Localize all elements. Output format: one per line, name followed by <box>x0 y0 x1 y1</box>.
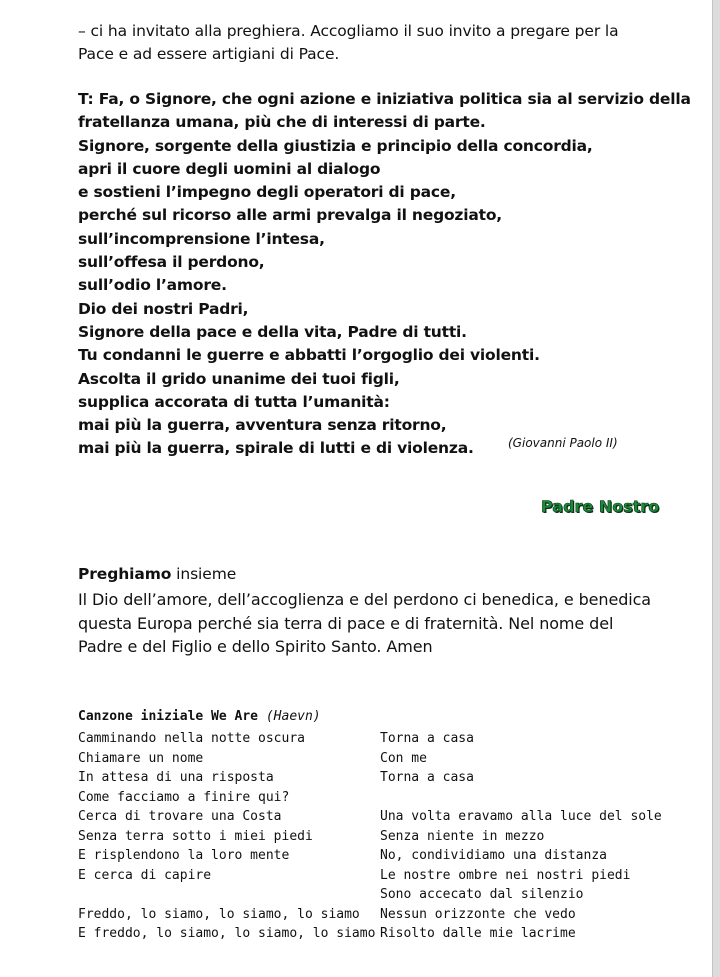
blessing-line: questa Europa perché sia terra di pace e di fraternità. Nel nome del <box>78 613 614 633</box>
intro-paragraph <box>78 20 619 66</box>
prayer-line: e sostieni l’impegno degli operatori di pace, <box>78 183 456 202</box>
closing-title-bold: Preghiamo <box>78 565 172 583</box>
lyric-line: Le nostre ombre nei nostri piedi <box>380 867 631 883</box>
prayer-line: supplica accorata di tutta l’umanità: <box>78 392 390 411</box>
lyric-line: Sono accecato dal silenzio <box>380 887 584 902</box>
intro-line: – ci ha invitato alla preghiera. Accogliamo il suo invito a pregare per la <box>78 22 619 40</box>
lyric-line: Cerca di trovare una Costa <box>78 809 282 824</box>
lyrics-left-column <box>78 729 375 944</box>
prayer-line: T: Fa, o Signore, che ogni azione e iniziativa politica sia al servizio della <box>78 90 691 108</box>
lyric-line: In attesa di una risposta <box>78 770 274 785</box>
prayer-attribution: (Giovanni Paolo II) <box>508 436 618 450</box>
lyric-line: E cerca di capire <box>78 867 212 883</box>
lyric-line: Con me <box>380 750 427 766</box>
lyric-line: Nessun orizzonte che vedo <box>380 906 576 922</box>
prayer-line: Ascolta il grido unanime dei tuoi figli, <box>78 369 400 388</box>
prayer-line: Signore della pace e della vita, Padre di tutti. <box>78 322 467 341</box>
lyric-line: Senza terra sotto i miei piedi <box>78 828 313 844</box>
lyric-line: Chiamare un nome <box>78 750 204 766</box>
lyric-line: Freddo, lo siamo, lo siamo, lo siamo <box>78 906 360 922</box>
prayer-line: perché sul ricorso alle armi prevalga il negoziato, <box>78 206 502 225</box>
prayer-line: sull’offesa il perdono, <box>78 253 265 272</box>
lyric-line: Una volta eravamo alla luce del sole <box>380 809 662 824</box>
lyric-line: Camminando nella notte oscura <box>78 731 305 746</box>
closing-title <box>78 563 236 586</box>
lyric-line: No, condividiamo una distanza <box>380 848 607 863</box>
blessing-line: Il Dio dell’amore, dell’accoglienza e del perdono ci benedica, e benedica <box>78 590 651 609</box>
lyric-line: E freddo, lo siamo, lo siamo, lo siamo <box>78 926 376 941</box>
lyric-line: Torna a casa <box>380 731 474 746</box>
lyric-line <box>78 885 375 905</box>
prayer-line: sull’incomprensione l’intesa, <box>78 229 325 248</box>
lyric-line <box>380 788 662 808</box>
lyrics-right-column <box>380 729 662 944</box>
prayer-line: Dio dei nostri Padri, <box>78 299 249 318</box>
lyric-line: E risplendono la loro mente <box>78 848 290 863</box>
closing-blessing <box>78 588 651 659</box>
prayer-line: Signore, sorgente della giustizia e principio della concordia, <box>78 136 593 155</box>
prayer-line: sull’odio l’amore. <box>78 276 227 295</box>
prayer-line: mai più la guerra, avventura senza ritorno, <box>78 416 447 435</box>
intro-line: Pace e ad essere artigiani di Pace. <box>78 45 340 63</box>
lyric-line: Senza niente in mezzo <box>380 828 545 844</box>
page-edge <box>712 0 720 977</box>
lyric-line: Torna a casa <box>380 770 474 785</box>
song-title-text: Canzone iniziale We Are <box>78 709 259 724</box>
prayer-line: apri il cuore degli uomini al dialogo <box>78 159 381 178</box>
prayer-line: fratellanza umana, più che di interessi di parte. <box>78 113 486 132</box>
lyric-line: Risolto dalle mie lacrime <box>380 926 576 941</box>
song-artist: (Haevn) <box>265 709 321 724</box>
song-title <box>78 709 321 724</box>
closing-title-rest: insieme <box>171 565 237 583</box>
lyric-line: Come facciamo a finire qui? <box>78 789 290 805</box>
padre-nostro-heading: Padre Nostro <box>541 497 660 516</box>
blessing-line: Padre e del Figlio e dello Spirito Santo. Amen <box>78 637 433 656</box>
prayer-text <box>78 88 691 461</box>
prayer-line: mai più la guerra, spirale di lutti e di violenza. <box>78 439 474 458</box>
prayer-line: Tu condanni le guerre e abbatti l’orgoglio dei violenti. <box>78 346 540 365</box>
